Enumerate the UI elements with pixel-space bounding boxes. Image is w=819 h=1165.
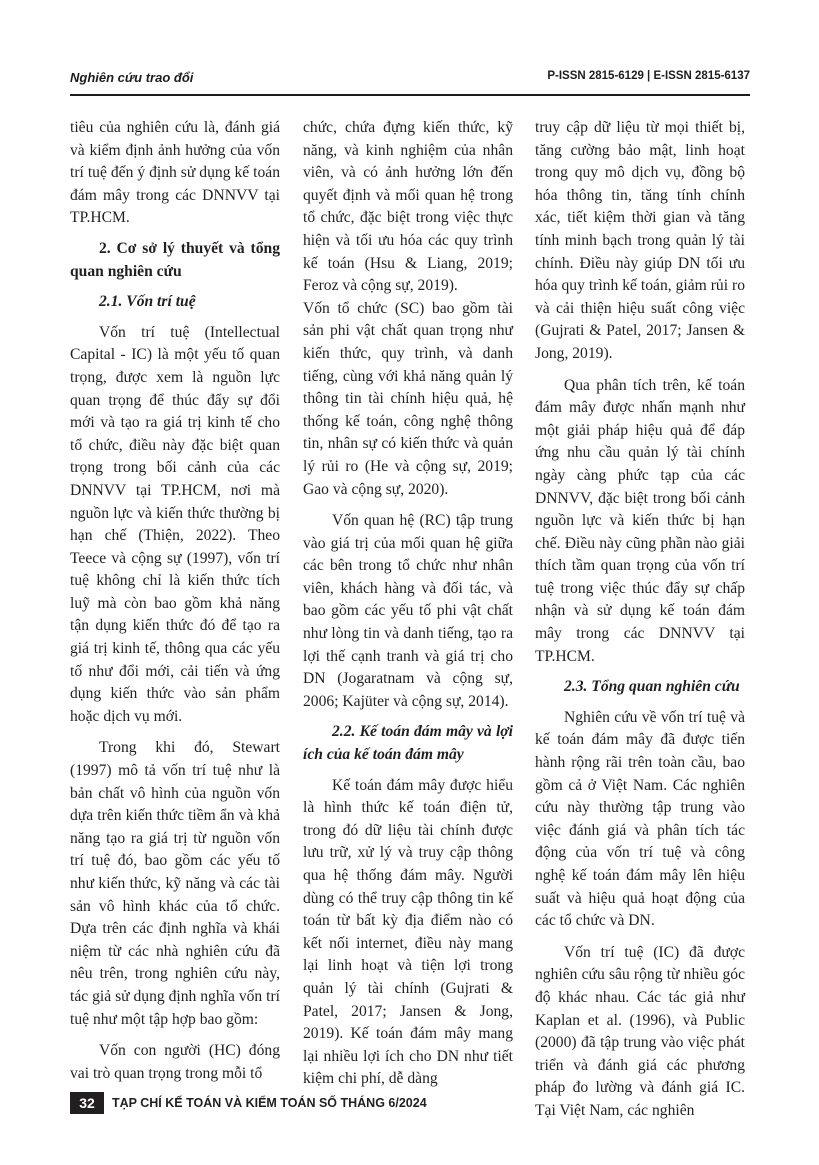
section-label: Nghiên cứu trao đổi <box>70 70 194 85</box>
paragraph: Vốn trí tuệ (IC) đã được nghiên cứu sâu rộng từ nhiều góc độ khác nhau. Các tác giả như Kaplan et al. (1996), và Public (2000) đã tập trung vào việc phát triển và đánh giá các phương pháp đo lường và đánh giá IC. Tại Việt Nam, các nghiên <box>535 943 745 1119</box>
subsection-heading: 2.1. Vốn trí tuệ <box>99 293 196 311</box>
subsection-heading: 2.3. Tổng quan nghiên cứu <box>564 678 740 696</box>
column-2 <box>303 117 513 1091</box>
paragraph: Vốn tổ chức (SC) bao gồm tài sản phi vật chất quan trọng như kiến thức, quy trình, và danh tiếng, cùng với khả năng quản lý thông tin tài chính hiệu quả, hệ thống kế toán, công nghệ thông tin, nhân sự có kiến thức và quản lý rủi ro (He và cộng sự, 2019; Gao và cộng sự, 2020). <box>303 299 513 498</box>
paragraph: chức, chứa đựng kiến thức, kỹ năng, và kinh nghiệm của nhân viên, và có ảnh hưởng lớn đến quyết định và mối quan hệ trong tổ chức, đặc biệt trong việc thực hiện và tối ưu hóa các quy trình kế toán (Hsu & Liang, 2019; Feroz và cộng sự, 2019). <box>303 119 513 295</box>
paragraph: Vốn quan hệ (RC) tập trung vào giá trị của mối quan hệ giữa các bên trong tổ chức như nhân viên, khách hàng và đối tác, và bao gồm các yếu tố phi vật chất như lòng tin và danh tiếng, tạo ra lợi thế cạnh tranh và giá trị cho DN (Jogaratnam và cộng sự, 2006; Kajüter và cộng sự, 2014). <box>303 512 513 710</box>
page-number: 32 <box>70 1092 104 1114</box>
journal-title: TẠP CHÍ KẾ TOÁN VÀ KIỂM TOÁN SỐ THÁNG 6/2024 <box>112 1096 427 1110</box>
paragraph: Trong khi đó, Stewart (1997) mô tả vốn trí tuệ như là bản chất vô hình của nguồn vốn dựa trên kiến thức tiềm ẩn và khả năng tạo ra giá trị từ nguồn vốn trí tuệ đó, bao gồm các yếu tố như kiến thức, kỹ năng và các tài sản vô hình khác của tổ chức. Dựa trên các định nghĩa và khái niệm từ các nhà nghiên cứu đã nêu trên, trong nghiên cứu này, tác giả sử dụng định nghĩa vốn trí tuệ như một tập hợp bao gồm: <box>70 739 280 1028</box>
header-rule <box>70 94 750 96</box>
running-header <box>70 70 750 92</box>
paragraph: Qua phân tích trên, kế toán đám mây được nhấn mạnh như một giải pháp hiệu quả để đáp ứng nhu cầu quản lý tài chính ngày càng phức tạp của các DNNVV, đặc biệt trong bối cảnh nguồn lực và kiến thức bị hạn chế. Điều này cũng phần nào giải thích tầm quan trọng của vốn trí tuệ trong việc thúc đẩy sự chấp nhận và sử dụng kế toán đám mây trong các DNNVV tại TP.HCM. <box>535 376 745 665</box>
paragraph: Vốn trí tuệ (Intellectual Capital - IC) là một yếu tố quan trọng, được xem là nguồn lực quan trọng để thúc đẩy sự đổi mới và tạo ra giá trị kinh tế cho tổ chức, điều này đặc biệt quan trọng trong bối cảnh của các DNNVV tại TP.HCM, nơi mà nguồn lực và kiến thức thường bị hạn chế (Thiện, 2022). Theo Teece và cộng sự (1997), vốn trí tuệ không chỉ là kiến thức tích luỹ mà còn bao gồm khả năng tận dụng kiến thức đó để tạo ra giá trị kinh tế, thông qua các yếu tố như đổi mới, cải tiến và ứng dụng kiến thức vào sản phẩm hoặc dịch vụ mới. <box>70 323 280 725</box>
column-1 <box>70 117 280 1085</box>
paragraph: Nghiên cứu về vốn trí tuệ và kế toán đám mây đã được tiến hành rộng rãi trên toàn cầu, bao gồm cả ở Việt Nam. Các nghiên cứu này thường tập trung vào việc đánh giá và phân tích tác động của vốn trí tuệ và công nghệ kế toán đám mây lên hiệu suất và hiệu quả hoạt động của các tổ chức và DN. <box>535 708 745 930</box>
page-footer <box>70 1092 570 1114</box>
subsection-heading: 2.2. Kế toán đám mây và lợi ích của kế toán đám mây <box>303 723 513 764</box>
issn-label: P-ISSN 2815-6129 | E-ISSN 2815-6137 <box>547 70 750 82</box>
column-3 <box>535 117 745 1123</box>
paragraph: tiêu của nghiên cứu là, đánh giá và kiểm định ảnh hưởng của vốn trí tuệ đến ý định sử dụng kế toán đám mây trong các DNNVV tại TP.HCM. <box>70 119 280 227</box>
paragraph: truy cập dữ liệu từ mọi thiết bị, tăng cường bảo mật, linh hoạt trong quy mô dịch vụ, đồng bộ hóa thông tin, tăng tính chính xác, tiết kiệm thời gian và tăng tính minh bạch trong quản lý tài chính. Điều này giúp DN tối ưu hóa quy trình kế toán, giảm rủi ro và cải thiện hiệu suất công việc (Gujrati & Patel, 2017; Jansen & Jong, 2019). <box>535 119 745 362</box>
paragraph: Kế toán đám mây được hiểu là hình thức kế toán điện tử, trong đó dữ liệu tài chính được lưu trữ, xử lý và truy cập thông qua hệ thống đám mây. Người dùng có thể truy cập thông tin kế toán từ bất kỳ địa điểm nào có kết nối internet, điều này mang lại linh hoạt và tiện lợi trong quản lý tài chính (Gujrati & Patel, 2017; Jansen & Jong, 2019). Kế toán đám mây mang lại nhiều lợi ích cho DN như tiết kiệm chi phí, dễ dàng <box>303 776 513 1088</box>
paragraph: Vốn con người (HC) đóng vai trò quan trọng trong mỗi tổ <box>70 1042 280 1082</box>
section-heading: 2. Cơ sở lý thuyết và tổng quan nghiên cứu <box>70 239 280 280</box>
